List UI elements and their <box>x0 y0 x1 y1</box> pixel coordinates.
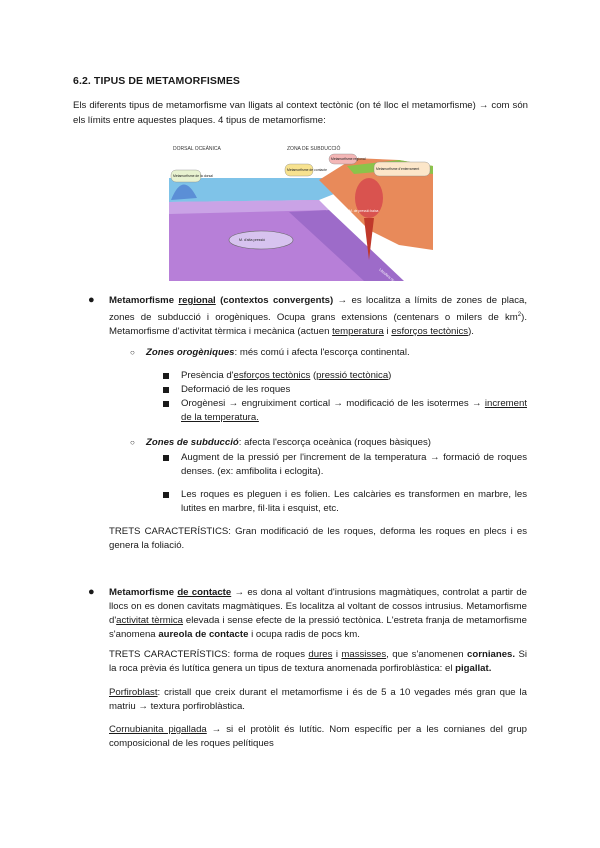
subduction-bullet-1 <box>181 451 527 479</box>
contact-aureole: aureola de contacte <box>158 629 249 640</box>
bullet-circle-subduction: ○ <box>130 438 135 447</box>
regional-line2-sup: 2 <box>517 312 522 318</box>
contact-traits-line2: roca prèvia és lutítica genera un tipus de textura anomenada porfiroblàstica: el <box>119 663 456 674</box>
regional-line2-end: ). <box>521 312 527 324</box>
oro-b1-pressure: pressió tectònica <box>316 370 389 381</box>
contact-traits-end: Si la <box>109 649 527 674</box>
regional-title-underlined: regional <box>178 295 216 306</box>
ocean-ridge-label: DORSAL OCEÀNICA <box>173 146 221 152</box>
regional-title-pre: Metamorfisme <box>109 295 179 306</box>
regional-line3-pre: Metamorfisme d'activitat tèrmica i mecànica (actuen <box>109 326 333 338</box>
oro-b3-line1: Orogènesi → engruiximent cortical → modificació de les isotermes → <box>181 398 482 409</box>
orogenic-zones-title: Zones orogèniques <box>146 347 235 358</box>
high-pressure-label: M. d'alta pressió <box>239 238 266 242</box>
regional-tectonic-stress: esforços tectònics <box>391 326 469 338</box>
regional-title-paren: (contextos convergents) <box>220 295 334 306</box>
sub-b1-line1: Augment de la pressió per l'increment de la temperatura → formació de <box>181 452 495 463</box>
subduction-bullet-2 <box>181 488 527 516</box>
bullet-circle-orogenic: ○ <box>130 348 135 357</box>
oro-b1-mid: ( <box>310 370 317 381</box>
contact-title-underlined: de contacte <box>177 587 232 598</box>
bullet-square <box>163 387 169 393</box>
spotted-hornfels-line2: composicional de les roques pelítiques <box>109 738 274 749</box>
regional-temperature: temperatura <box>332 326 384 338</box>
oro-b1-stress: esforços tectònics <box>233 370 311 381</box>
oro-b1-end: ) <box>388 370 392 381</box>
contact-traits-hard: dures <box>308 649 333 660</box>
porphyroblast-rest: : cristall que creix durant el metamorfisme i és de 5 a 10 vegades més gran que la <box>157 687 527 698</box>
metamorphism-diagram <box>169 140 433 281</box>
regional-line3-mid: i <box>383 326 392 338</box>
intro-paragraph: Els diferents tipus de metamorfisme van lligats al context tectònic (on té lloc el metamorfisme) → com són els límits entre aquestes plaques. 4 tipus de metamorfisme: <box>73 100 528 126</box>
spotted-hornfels-term: Cornubianita pigallada <box>109 724 207 735</box>
regional-metamorphism-label: Metamorfisme regional <box>331 157 366 161</box>
spotted-hornfels-definition <box>109 723 527 751</box>
contact-traits-massive: massisses <box>341 649 387 660</box>
burial-metamorphism-label: Metamorfisme d'enterrament <box>376 167 420 171</box>
orogenic-zones-line <box>146 346 527 360</box>
bullet-square <box>163 455 169 461</box>
orogenic-bullet-2: Deformació de les roques <box>181 384 291 395</box>
bullet-square <box>163 492 169 498</box>
contact-paragraph <box>109 586 527 642</box>
porphyroblast-definition <box>109 686 527 714</box>
regional-paragraph <box>109 294 527 339</box>
sub-b1-line2: roques denses. (ex: amfibolita i eclogita). <box>181 452 527 477</box>
porphyroblast-term: Porfiroblast <box>109 687 158 698</box>
subduction-zones-rest: : afecta l'escorça oceànica (roques bàsiques) <box>238 437 431 448</box>
ridge-metamorphism-label: Metamorfisme de la dorsal <box>173 174 213 178</box>
contact-thermal-activity: activitat tèrmica <box>116 615 184 626</box>
contact-traits-spotted: pigallat. <box>455 663 492 674</box>
oro-b1-pre: Presència d' <box>181 370 234 381</box>
contact-line3-rest: elevada i sense efecte de la pressió tectònica. L'estreta <box>183 615 423 626</box>
orogenic-bullet-3 <box>181 397 527 425</box>
contact-traits-hornfels: cornianes. <box>467 649 516 660</box>
regional-line2: zones de subducció i orogèniques. Ocupa grans extensions (centenars o milers de km <box>109 312 518 324</box>
contact-metamorphism-label: Metamorfisme de contacte <box>287 168 327 172</box>
subduction-zones-title: Zones de subducció <box>146 437 239 448</box>
contact-traits <box>109 648 527 676</box>
contact-traits-mid2: , que s'anomenen <box>386 649 468 660</box>
contact-traits-pre: TRETS CARACTERÍSTICS: forma de roques <box>109 649 309 660</box>
contact-line4-rest: i ocupa radis de pocs km. <box>248 629 360 640</box>
contact-title-pre: Metamorfisme <box>109 587 178 598</box>
oro-b3-line2: increment de la temperatura. <box>181 398 528 423</box>
spotted-hornfels-rest: → si el protòlit és lutític. Nom específic per a les cornianes del grup <box>206 724 527 735</box>
regional-traits <box>109 525 527 553</box>
contact-line2: partir de llocs on es donen cavitats magmàtiques. Es localitza al voltant de cossos intrusius. <box>109 587 527 612</box>
bullet-dot-contact: ● <box>88 586 95 598</box>
regional-line1-rest: → es localitza a límits de zones de placa, <box>333 295 528 306</box>
section-heading: 6.2. TIPUS DE METAMORFISMES <box>73 75 241 87</box>
subduction-zone-label: ZONA DE SUBDUCCIÓ <box>287 146 341 152</box>
orogenic-zones-rest: : més comú i afecta l'escorça continental. <box>234 347 410 358</box>
contact-line3-pre: Metamorfisme d' <box>109 601 527 626</box>
regional-traits-line1: TRETS CARACTERÍSTICS: Gran modificació de les roques, deforma les roques en plecs i es <box>109 526 527 537</box>
contact-traits-mid1: i <box>332 649 342 660</box>
orogenic-bullet-1 <box>181 369 527 383</box>
low-pressure-label: M. de pressió baixa <box>349 209 379 213</box>
contact-line1-rest: → es dona al voltant d'intrusions magmàtiques, controlat a <box>231 587 488 598</box>
sub-b2-line1: Les roques es pleguen i es folien. Les calcàries es transformen en marbre, les <box>181 489 527 500</box>
bullet-dot-regional: ● <box>88 294 95 306</box>
subduction-zones-line <box>146 436 527 450</box>
contact-line4-pre: franja de metamorfisme s'anomena <box>109 615 527 640</box>
porphyroblast-line2: matriu → textura porfiroblàstica. <box>109 701 245 712</box>
regional-line3-end: ). <box>468 326 474 338</box>
bullet-square <box>163 401 169 407</box>
sub-b2-line2: lutites en marbre, fil·lita i esquist, etc. <box>181 503 339 514</box>
bullet-square <box>163 373 169 379</box>
regional-traits-line2: genera la foliació. <box>109 540 185 551</box>
